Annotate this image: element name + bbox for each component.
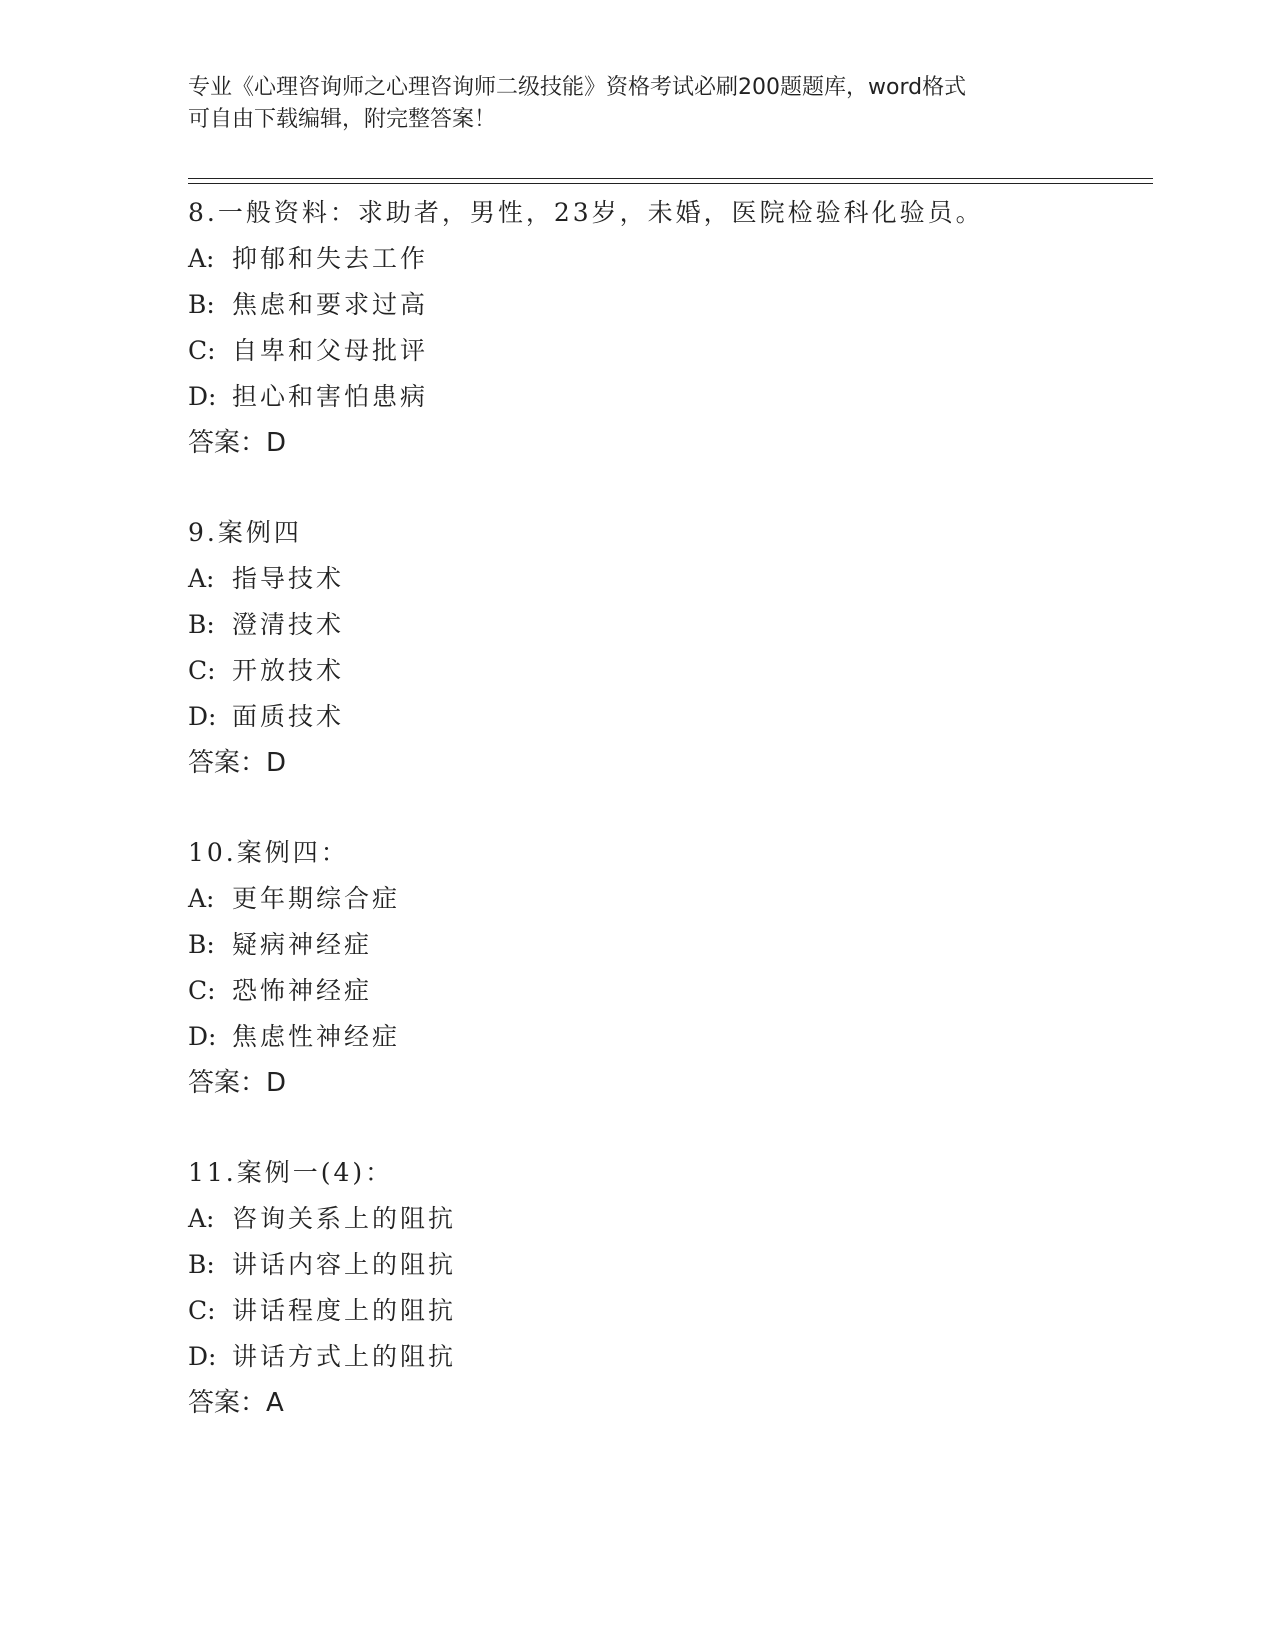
option-b — [188, 282, 1148, 328]
option-text: 面质技术 — [232, 702, 345, 731]
question-9 — [188, 510, 1148, 786]
option-key: A: — [188, 884, 215, 913]
option-key: D: — [188, 382, 217, 411]
option-key: C: — [188, 1296, 216, 1325]
question-stem: 8.一般资料：求助者，男性，23岁，未婚，医院检验科化验员。 — [188, 198, 984, 227]
option-b — [188, 922, 1148, 968]
option-text: 开放技术 — [232, 656, 345, 685]
option-text: 讲话内容上的阻抗 — [232, 1250, 457, 1279]
option-b — [188, 602, 1148, 648]
option-text: 更年期综合症 — [232, 884, 401, 913]
answer-line: 答案：D — [188, 1068, 287, 1098]
option-key: B: — [188, 290, 215, 319]
option-b — [188, 1242, 1148, 1288]
option-text: 焦虑和要求过高 — [232, 290, 429, 319]
option-key: A: — [188, 244, 215, 273]
option-key: C: — [188, 336, 216, 365]
option-key: A: — [188, 564, 215, 593]
option-key: D: — [188, 1342, 217, 1371]
header-title-line-1: 专业《心理咨询师之心理咨询师二级技能》资格考试必刷200题题库，word格式 — [188, 75, 967, 100]
header-title-line-2: 可自由下载编辑，附完整答案！ — [188, 107, 497, 132]
option-c — [188, 328, 1148, 374]
option-a — [188, 236, 1148, 282]
option-d — [188, 1334, 1148, 1380]
option-text: 咨询关系上的阻抗 — [232, 1204, 457, 1233]
answer-line: 答案：A — [188, 1388, 284, 1418]
option-text: 指导技术 — [232, 564, 345, 593]
option-text: 讲话程度上的阻抗 — [232, 1296, 457, 1325]
option-d — [188, 694, 1148, 740]
question-11 — [188, 1150, 1148, 1426]
answer-line: 答案：D — [188, 748, 287, 778]
option-c — [188, 968, 1148, 1014]
option-text: 澄清技术 — [232, 610, 345, 639]
question-stem: 11.案例一(4)： — [188, 1158, 394, 1187]
question-10 — [188, 830, 1148, 1106]
option-key: C: — [188, 656, 216, 685]
option-text: 担心和害怕患病 — [232, 382, 429, 411]
option-a — [188, 876, 1148, 922]
option-d — [188, 374, 1148, 420]
option-key: B: — [188, 1250, 215, 1279]
option-a — [188, 556, 1148, 602]
question-stem: 10.案例四： — [188, 838, 349, 867]
answer-line: 答案：D — [188, 428, 287, 458]
option-text: 抑郁和失去工作 — [232, 244, 429, 273]
option-text: 疑病神经症 — [232, 930, 373, 959]
option-key: B: — [188, 610, 215, 639]
option-text: 自卑和父母批评 — [232, 336, 429, 365]
option-a — [188, 1196, 1148, 1242]
option-text: 焦虑性神经症 — [232, 1022, 401, 1051]
option-text: 恐怖神经症 — [232, 976, 373, 1005]
option-key: D: — [188, 1022, 217, 1051]
document-header — [188, 72, 1068, 136]
question-stem: 9.案例四 — [188, 518, 302, 547]
header-divider-top — [188, 178, 1153, 179]
option-key: D: — [188, 702, 217, 731]
option-key: A: — [188, 1204, 215, 1233]
question-list — [188, 190, 1148, 1470]
question-8 — [188, 190, 1148, 466]
option-c — [188, 1288, 1148, 1334]
option-key: B: — [188, 930, 215, 959]
option-c — [188, 648, 1148, 694]
header-divider-bottom — [188, 183, 1153, 184]
option-d — [188, 1014, 1148, 1060]
option-text: 讲话方式上的阻抗 — [232, 1342, 457, 1371]
option-key: C: — [188, 976, 216, 1005]
